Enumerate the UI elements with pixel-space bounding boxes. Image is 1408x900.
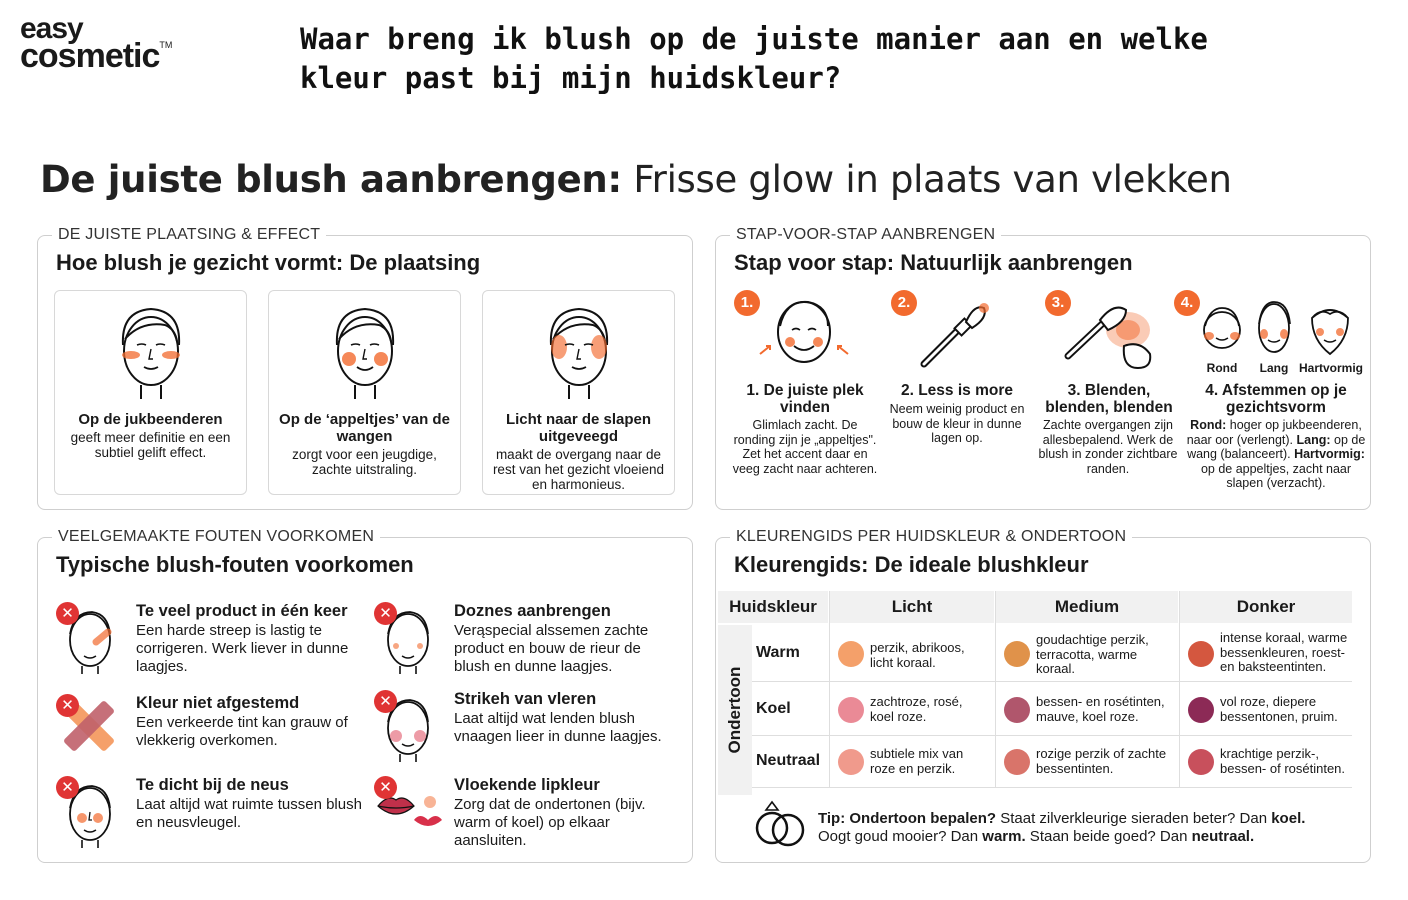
mistake-item [374, 602, 684, 682]
step-4-heart-text: op de appeltjes, zacht naar slapen (verzacht). [1200, 461, 1352, 491]
mistake-desc: Een harde streep is lastig te corrigeren. Werk liever in dunne laagjes. [136, 622, 349, 675]
row-label-warm: Warm [756, 644, 800, 661]
step-3-title: 3. Blenden, blenden, blenden [1045, 382, 1173, 416]
step-2-title: 2. Less is more [900, 382, 1013, 399]
logo-trademark: TM [159, 39, 173, 50]
error-x-icon: ✕ [56, 694, 79, 717]
shape-label-long: Lang [1259, 361, 1289, 375]
row-label-cool: Koel [756, 700, 791, 717]
shape-label-heart: Hartvormig [1298, 361, 1363, 375]
cell-text: perzik, abrikoos, licht koraal. [870, 640, 965, 670]
brush-icon [916, 298, 996, 370]
mistake-desc: Laat altijd wat lenden blush vnaagen lieer in dunne laagjes. [454, 710, 662, 745]
placement-card-desc: zorgt voor een jeugdige, zachte uitstraling. [292, 447, 437, 477]
step-1-title: 1. De juiste plek vinden [746, 382, 864, 416]
header-medium: Medium [996, 591, 1178, 623]
logo-line-2: cosmetic [20, 36, 160, 75]
swatch [1188, 641, 1214, 667]
header-skin: Huidskleur [718, 591, 828, 623]
error-x-icon: ✕ [374, 776, 397, 799]
mistake-item [56, 776, 376, 850]
error-x-icon: ✕ [56, 602, 79, 625]
mistake-title: Te dicht bij de neus [136, 776, 289, 794]
tip-text-3: Staan beide goed? Dan [1025, 828, 1192, 845]
brand-logo [20, 12, 180, 75]
placement-card-title: Op de ‘appeltjes’ van de wangen [279, 411, 450, 445]
color-guide-panel [715, 528, 1371, 863]
swatch [838, 697, 864, 723]
header-light: Licht [830, 591, 994, 623]
placement-card-apples [268, 290, 461, 495]
cell-text: zachtroze, rosé, koel roze. [870, 694, 963, 724]
page-title [40, 158, 1232, 201]
steps-panel [715, 226, 1371, 510]
header-dark: Donker [1180, 591, 1352, 623]
step-4-badge: 4. [1174, 290, 1200, 316]
heart-face-icon [1308, 300, 1352, 358]
cell-text: subtiele mix van roze en perzik. [870, 746, 964, 776]
undertone-label: Ondertoon [725, 666, 744, 754]
cell-text: intense koraal, warme bessenkleuren, roest- en baksteentinten. [1220, 630, 1348, 674]
error-x-icon: ✕ [374, 602, 397, 625]
face-apples-icon [325, 303, 405, 403]
step-1-desc: Glimlach zacht. De ronding zijn je „appeltjes". Zet het accent daar en veeg zacht naar achteren. [732, 418, 878, 476]
step-4-long-label: Lang: [1296, 432, 1331, 447]
guide-heading: Kleurengids: De ideale blushkleur [734, 552, 1089, 577]
step-4-round-text: hoger op jukbeenderen, naar oor (verlengt). [1186, 418, 1362, 447]
swatch [1004, 697, 1030, 723]
placement-caption: DE JUISTE PLAATSING & EFFECT [52, 226, 326, 244]
mistake-desc: Laat altijd wat ruimte tussen blush en neusvleugel. [136, 796, 362, 831]
mistake-title: Te veel product in één keer [136, 602, 348, 620]
mistake-item [56, 694, 376, 764]
step-4-long-text: op de wang (balanceert). [1187, 432, 1366, 462]
mistake-title: Doznes aanbrengen [454, 602, 611, 620]
swatch [1004, 641, 1030, 667]
error-x-icon: ✕ [56, 776, 79, 799]
tip-lead: Tip: Ondertoon bepalen? [818, 810, 997, 827]
page-title-bold: De juiste blush aanbrengen: [40, 158, 622, 201]
mistake-desc: Zorg dat de ondertonen (bijv. warm of koel) op elkaar aansluiten. [454, 796, 646, 849]
placement-card-temples [482, 290, 675, 495]
cell-text: rozige perzik of zachte bessentinten. [1036, 746, 1167, 776]
steps-caption: STAP-VOOR-STAP AANBRENGEN [730, 226, 1001, 244]
guide-caption: KLEURENGIDS PER HUIDSKLEUR & ONDERTOON [730, 528, 1132, 546]
swatch [838, 641, 864, 667]
undertone-side-label [718, 625, 752, 795]
tip-cool: koel. [1271, 810, 1306, 827]
error-x-icon: ✕ [374, 690, 397, 713]
page-question: Waar breng ik blush op de juiste manier aan en welke kleur past bij mijn huidskleur? [300, 22, 1208, 95]
round-face-icon [1200, 302, 1244, 358]
row-label-neutral: Neutraal [756, 752, 821, 769]
step-3-desc: Zachte overgangen zijn allesbepalend. Werk de blush in zonder zichtbare randen. [1038, 418, 1178, 476]
swatch [838, 749, 864, 775]
logo-line-1: easy [20, 12, 83, 45]
placement-card-title: Op de jukbeenderen [78, 411, 223, 428]
mistake-title: Strikeh van vleren [454, 690, 597, 708]
cell-text: vol roze, diepere bessentonen, pruim. [1220, 694, 1338, 724]
mistakes-panel [37, 528, 693, 863]
mistakes-caption: VEELGEMAAKTE FOUTEN VOORKOMEN [52, 528, 380, 546]
step-4-round-label: Rond: [1190, 418, 1227, 432]
mistakes-heading: Typische blush-fouten voorkomen [56, 552, 414, 577]
long-face-icon [1254, 298, 1294, 358]
step-1-badge: 1. [734, 290, 760, 316]
placement-panel [37, 226, 693, 510]
step-2-desc: Neem weinig product en bouw de kleur in dunne lagen op. [889, 402, 1025, 446]
mistake-desc: Verąspecial alssemen zachte product en bouw de rieur de blush en dunne laagjes. [454, 622, 649, 675]
steps-heading: Stap voor stap: Natuurlijk aanbrengen [734, 250, 1133, 275]
step-3-badge: 3. [1045, 290, 1071, 316]
placement-card-title: Licht naar de slapen uitgeveegd [505, 411, 652, 445]
rings-icon [752, 796, 808, 850]
mistake-item [56, 602, 376, 682]
swatch [1004, 749, 1030, 775]
face-cheekbones-icon [111, 303, 191, 403]
placement-card-desc: geeft meer definitie en een subtiel gelift effect. [70, 430, 231, 460]
placement-card-desc: maakt de overgang naar de rest van het gezicht vloeiend en harmonieus. [492, 447, 665, 492]
step-4-heart-label: Hartvormig: [1294, 447, 1365, 462]
tip-warm: warm. [982, 828, 1026, 845]
placement-heading: Hoe blush je gezicht vormt: De plaatsing [56, 250, 481, 275]
cell-text: goudachtige perzik, terracotta, warme koraal. [1036, 632, 1149, 676]
cell-text: bessen- en rosétinten, mauve, koel roze. [1036, 694, 1165, 724]
step-2-badge: 2. [891, 290, 917, 316]
mistake-item [374, 776, 684, 856]
mistake-title: Kleur niet afgestemd [136, 694, 300, 712]
tip-text-1: Staat zilverkleurige sieraden beter? Dan [996, 810, 1272, 827]
swatch [1188, 749, 1214, 775]
mistake-item [374, 690, 684, 764]
undertone-tip [818, 810, 1338, 846]
blending-brush-icon [1062, 296, 1158, 374]
tip-neutral: neutraal. [1191, 828, 1255, 845]
cell-text: krachtige perzik-, bessen- of rosétinten. [1220, 746, 1346, 776]
page-title-rest: Frisse glow in plaats van vlekken [621, 158, 1232, 201]
face-temples-icon [539, 303, 619, 403]
swatch [1188, 697, 1214, 723]
placement-card-cheekbones [54, 290, 247, 495]
mistake-title: Vloekende lipkleur [454, 776, 600, 794]
step-4-title: 4. Afstemmen op je gezichtsvorm [1205, 382, 1347, 416]
step-4-desc [1186, 418, 1366, 491]
mistake-desc: Een verkeerde tint kan grauw of vlekkerig overkomen. [136, 714, 348, 749]
shape-label-round: Rond [1206, 361, 1238, 375]
tip-text-2: Oogt goud mooier? Dan [818, 828, 983, 845]
smiling-face-icon [756, 296, 852, 366]
